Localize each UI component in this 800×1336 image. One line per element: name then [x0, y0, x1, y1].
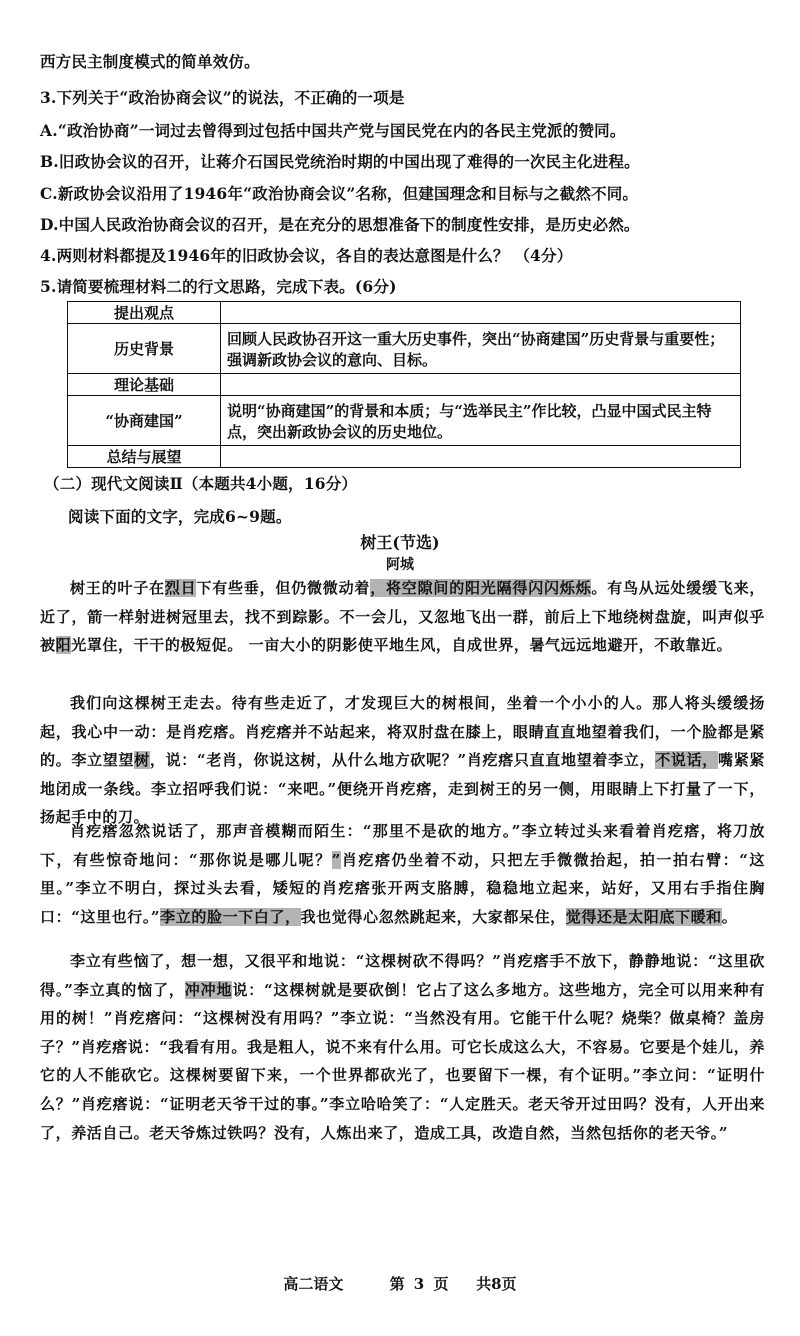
text-run: 李立有些恼了，想一想，又很平和地说：“这棵树砍不得吗？”肖疙瘩手不放下，静静地说：“这里砍得。”李立真的恼了，	[40, 952, 765, 999]
text-run: 我也觉得心忽然跳起来，大家都呆住，	[300, 907, 566, 926]
table-row-label: 总结与展望	[68, 446, 221, 468]
highlighted-text: ”	[331, 850, 341, 869]
table-row-content	[221, 374, 741, 396]
footer-page-number: 第 3 页	[389, 1275, 449, 1293]
highlighted-text: 阳	[55, 636, 72, 655]
footer-page-total: 共8页	[476, 1275, 517, 1293]
highlighted-text: 觉得还是太阳底下暖和	[565, 907, 722, 926]
highlighted-text: 冲冲地	[184, 980, 233, 999]
table-row-label: 历史背景	[68, 324, 221, 374]
text-run: 肖疙瘩忽然说话了，那声音模糊而陌生：“那里不是砍的地方。”李立转过头来看着肖疙瘩，将刀放下，有些惊奇地问：“那你说是哪儿呢？	[40, 822, 765, 869]
text-run: 光罩住，干干的极短促。 一亩大小的阴影使平地生风，自成世界，暑气远远地避开，不敢靠近。	[71, 636, 733, 655]
text-run: 树王的叶子在	[70, 579, 165, 597]
text-run: 肖疙瘩仍坐着不动，只把左手微微抬起，拍一拍右臂：“这里。”李立不明白，探过头去看，矮短的肖疙瘩张开两支胳膊，稳稳地立起来，站好，又用右手指住胸口：“这里也行。”	[40, 850, 765, 926]
table-row-label: “协商建国”	[68, 396, 221, 446]
article-paragraph-3	[40, 817, 765, 931]
table-row	[68, 396, 741, 446]
article-title: 树王(节选)	[360, 533, 440, 552]
highlighted-text: 李立的脸一下白了，	[160, 907, 301, 926]
question-3-option-b: B.旧政协会议的召开，让蒋介石国民党统治时期的中国出现了难得的一次民主化进程。	[40, 152, 640, 171]
question-4: 4.两则材料都提及1946年的旧政协会议，各自的表达意图是什么？ （4分）	[40, 246, 573, 265]
question-3-option-a: A.“政治协商”一词过去曾得到过包括中国共产党与国民党在内的各民主党派的赞同。	[40, 121, 626, 140]
table-row-label: 提出观点	[68, 302, 221, 324]
question-3-stem: 3.下列关于“政治协商会议”的说法，不正确的一项是	[40, 88, 405, 107]
text-run: 。有鸟从远处缓缓飞来，近了，箭一样射进树冠里去，找不到踪影。不一会儿，又忽地飞出一群，前后上下地绕树盘旋，叫声似乎被	[40, 579, 765, 655]
article-paragraph-4	[40, 947, 765, 1147]
table-row-content	[221, 446, 741, 468]
footer-subject: 高二语文	[283, 1275, 344, 1293]
highlighted-text: 烈日	[164, 579, 197, 597]
table-row-label: 理论基础	[68, 374, 221, 396]
question-5: 5.请简要梳理材料二的行文思路，完成下表。(6分)	[40, 277, 397, 296]
text-run: 说：“这棵树就是要砍倒！它占了这么多地方。这些地方，完全可以用来种有用的树！”肖疙瘩问：“这棵树没有用吗？”李立说：“当然没有用。它能干什么呢？烧柴？做桌椅？盖房子？”肖疙瘩说：“我看有用。我是粗人，说不来有什么用。可它长成这么大，不容易。它要是个娃儿，养它的人不能砍它。这棵树要留下来，一个世界都砍光了，也要留下一棵，有个证明。”李立问：“证明什么？”肖疙瘩说：“证明老天爷干过的事。”李立哈哈笑了：“人定胜天。老天爷开过田吗？没有，人开出来了，养活自己。老天爷炼过铁吗？没有，人炼出来了，造成工具，改造自然，当然包括你的老天爷。”	[40, 980, 765, 1142]
table-row-content: 说明“协商建国”的背景和本质；与“选举民主”作比较，凸显中国式民主特点，突出新政协会议的历史地位。	[221, 396, 741, 446]
article-author: 阿城	[386, 557, 414, 573]
highlighted-text: 不说话，	[655, 751, 718, 770]
highlighted-text: 树	[134, 751, 150, 770]
table-row	[68, 302, 741, 324]
table-row	[68, 446, 741, 468]
table-row-content	[221, 302, 741, 324]
reading-instruction: 阅读下面的文字，完成6~9题。	[68, 507, 292, 526]
article-paragraph-2	[40, 689, 765, 832]
page-footer	[0, 1273, 800, 1294]
text-run: ，说：“老肖，你说这树，从什么地方砍呢？”肖疙瘩只直直地望着李立，	[149, 751, 656, 770]
text-run: 。	[721, 907, 738, 926]
question-3-option-d: D.中国人民政治协商会议的召开，是在充分的思想准备下的制度性安排，是历史必然。	[40, 215, 640, 234]
text-run: 我们向这棵树王走去。待有些走近了，才发现巨大的树根间，坐着一个小小的人。那人将头缓缓扬起，我心中一动：是肖疙瘩。肖疙瘩并不站起来，将双肘盘在膝上，眼睛直直地望着我们，一个脸都是紧的。李立望望	[40, 694, 765, 770]
highlighted-text: ，将空隙间的阳光隔得闪闪烁烁	[370, 579, 592, 597]
text-run: 下有些垂，但仍微微动着	[196, 579, 371, 597]
text-run: 嘴紧紧地闭成一条线。李立招呼我们说：“来吧。”便绕开肖疙瘩，走到树王的另一侧，用眼睛上下打量了一下，扬起手中的刀。	[40, 751, 765, 827]
outline-table	[67, 301, 741, 468]
article-paragraph-1	[40, 574, 765, 660]
section-header: （二）现代文阅读Ⅱ（本题共4小题，16分）	[44, 474, 358, 493]
table-row	[68, 374, 741, 396]
table-row-content: 回顾人民政协召开这一重大历史事件，突出“协商建国”历史背景与重要性；强调新政协会议的意向、目标。	[221, 324, 741, 374]
question-3-option-c: C.新政协会议沿用了1946年“政治协商会议”名称，但建国理念和目标与之截然不同。	[40, 184, 639, 203]
continued-text-line: 西方民主制度模式的简单效仿。	[40, 52, 260, 71]
table-row	[68, 324, 741, 374]
